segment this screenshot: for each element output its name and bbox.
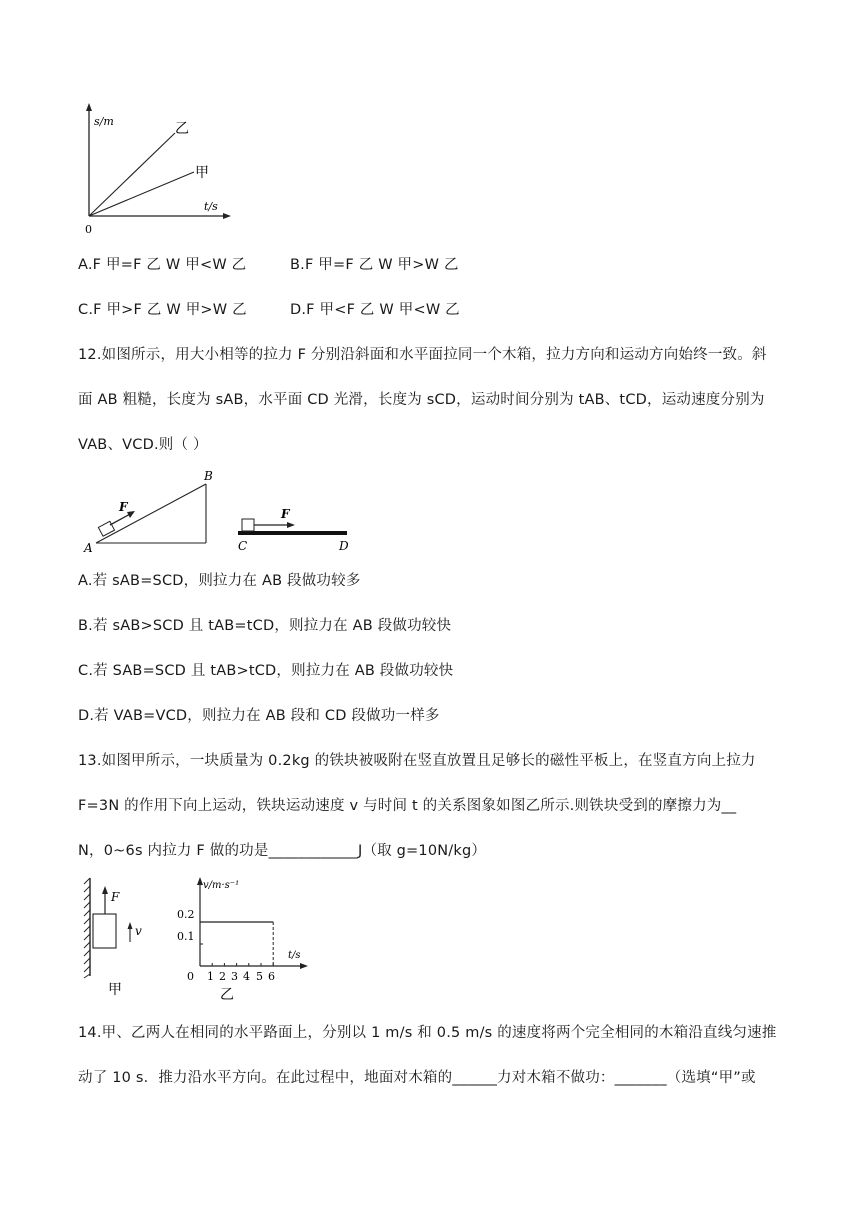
q13-stem-line3: N，0~6s 内拉力 F 做的功是____________J（取 g=10N/kg） [78, 843, 487, 859]
q12-stem-line3: VAB、VCD.则（ ） [78, 437, 208, 453]
vt-y-tick-0.1: 0.1 [177, 930, 195, 943]
vt-x-tick-2: 2 [219, 970, 226, 983]
figure-jia-wall [78, 874, 158, 1000]
caption-jia: 甲 [108, 982, 122, 998]
pull-force-arrowhead [102, 886, 108, 894]
st-line-jia [89, 172, 194, 216]
horizontal-box [242, 519, 254, 531]
label-C: C [238, 539, 248, 553]
vt-x-arrow [300, 963, 308, 969]
vt-x-tick-6: 6 [268, 970, 275, 983]
label-F-horizontal: F [281, 507, 290, 521]
label-D: D [339, 539, 349, 553]
label-A: A [84, 541, 93, 555]
vt-x-tick-1: 1 [207, 970, 214, 983]
wall-hatching [84, 878, 90, 978]
q12-option-a[interactable]: A.若 sAB=SCD，则拉力在 AB 段做功较多 [78, 573, 361, 589]
incline-slope [96, 484, 206, 543]
st-y-label: s/m [94, 115, 114, 128]
q11-option-a[interactable]: A.F 甲=F 乙 W 甲<W 乙 [78, 257, 247, 273]
st-origin: 0 [85, 223, 92, 236]
vt-x-label: t/s [288, 950, 301, 961]
horizontal-force-arrowhead [287, 522, 295, 528]
st-y-arrow [86, 103, 92, 111]
q13-stem-line1: 13.如图甲所示，一块质量为 0.2kg 的铁块被吸附在竖直放置且足够长的磁性平板上，在竖直方向上拉力 [78, 753, 756, 769]
q11-options-row2 [78, 298, 460, 319]
q12-option-c[interactable]: C.若 SAB=SCD 且 tAB>tCD，则拉力在 AB 段做功较快 [78, 663, 454, 679]
vt-x-tick-0: 0 [187, 970, 194, 983]
caption-yi: 乙 [220, 987, 234, 1002]
vt-plot-area [200, 922, 273, 966]
vt-x-tick-3: 3 [231, 970, 238, 983]
incline-figure [78, 462, 368, 558]
st-x-arrow [223, 213, 231, 219]
q12-stem-line1: 12.如图所示，用大小相等的拉力 F 分别沿斜面和水平面拉同一个木箱，拉力方向和运动方向始终一致。斜 [78, 347, 767, 363]
st-line-yi [89, 133, 175, 216]
q13-stem-line2: F=3N 的作用下向上运动，铁块运动速度 v 与时间 t 的关系图象如图乙所示.则铁块受到的摩擦力为__ [78, 798, 737, 814]
label-F-wall: F [111, 890, 120, 904]
vt-graph-figure [170, 872, 320, 1002]
q12-option-d[interactable]: D.若 VAB=VCD，则拉力在 AB 段和 CD 段做功一样多 [78, 708, 440, 724]
vt-y-tick-0.2: 0.2 [177, 908, 195, 921]
q12-option-b[interactable]: B.若 sAB>SCD 且 tAB=tCD，则拉力在 AB 段做功较快 [78, 618, 452, 634]
vt-x-tick-5: 5 [256, 970, 263, 983]
vt-y-label: v/m·s⁻¹ [203, 880, 240, 891]
label-B: B [204, 469, 213, 483]
q11-option-d[interactable]: D.F 甲<F 乙 W 甲<W 乙 [290, 302, 460, 318]
st-label-yi: 乙 [175, 121, 189, 137]
st-label-jia: 甲 [195, 165, 209, 181]
q11-option-c[interactable]: C.F 甲>F 乙 W 甲>W 乙 [78, 302, 247, 318]
vt-x-tick-4: 4 [243, 970, 250, 983]
st-graph-figure [78, 100, 238, 240]
iron-block [93, 914, 116, 948]
q14-stem-line2: 动了 10 s．推力沿水平方向。在此过程中，地面对木箱的______力对木箱不做功：_______（选填“甲”或 [78, 1070, 756, 1086]
label-v: v [135, 924, 142, 938]
q12-stem-line2: 面 AB 粗糙，长度为 sAB，水平面 CD 光滑，长度为 sCD，运动时间分别为 tAB、tCD，运动速度分别为 [78, 392, 765, 408]
label-F-incline: F [119, 500, 128, 514]
q14-stem-line1: 14.甲、乙两人在相同的水平路面上，分别以 1 m/s 和 0.5 m/s 的速度将两个完全相同的木箱沿直线匀速推 [78, 1025, 777, 1041]
q11-options-row1 [78, 253, 459, 274]
q11-option-b[interactable]: B.F 甲=F 乙 W 甲>W 乙 [290, 257, 459, 273]
velocity-arrowhead [128, 922, 133, 929]
st-x-label: t/s [204, 200, 218, 213]
